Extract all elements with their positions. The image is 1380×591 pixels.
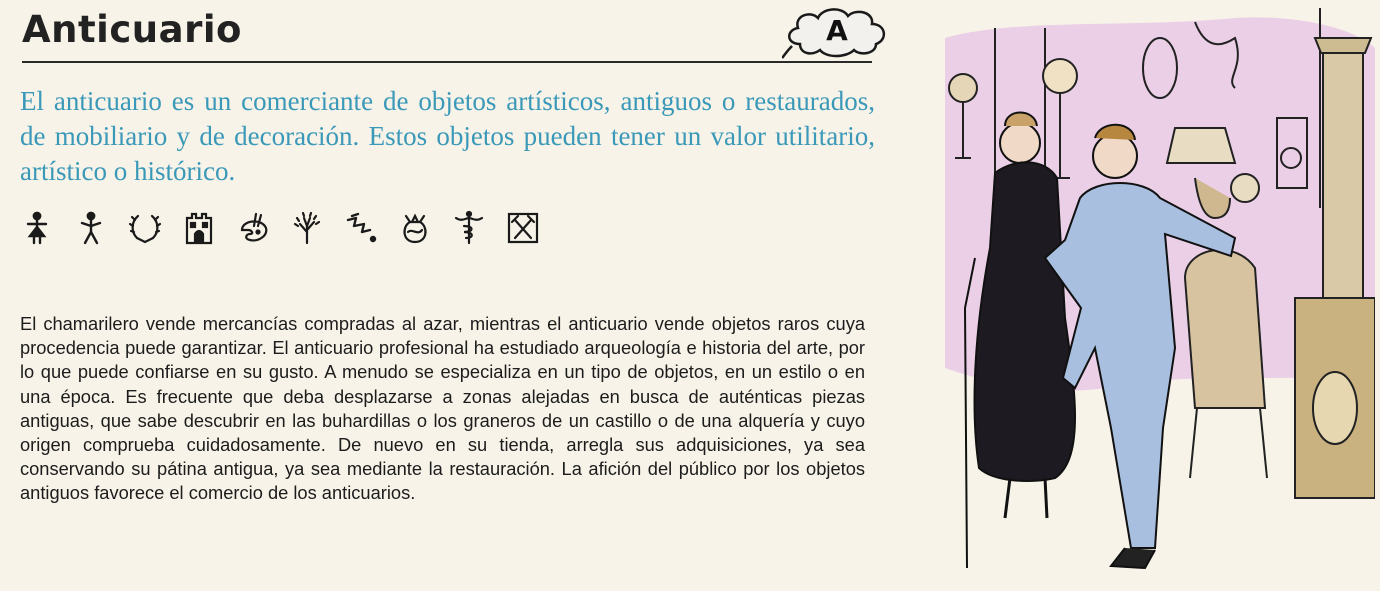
crossed-tools-icon (506, 210, 540, 246)
lightning-icon (344, 210, 378, 246)
paint-palette-icon (236, 210, 270, 246)
female-figure-icon (20, 210, 54, 246)
intro-paragraph: El anticuario es un comerciante de objetos artísticos, antiguos o restaurados, de mobiliario y de decoración. Estos objetos pueden tener un valor utilitario, artístico o histórico. (20, 86, 875, 186)
page-title: Anticuario (22, 8, 242, 51)
title-divider (22, 61, 872, 63)
badge-letter: A (826, 13, 848, 47)
caduceus-icon (452, 210, 486, 246)
money-bag-icon (398, 210, 432, 246)
antique-chair (1185, 250, 1267, 478)
body-paragraph: El chamarilero vende mercancías compradas al azar, mientras el anticuario vende objetos raros cuya procedencia puede garantizar. El anticuario profesional ha estudiado arqueología e historia del arte, por lo que puede confiarse en su gusto. A menudo se especializa en un tipo de objetos, en un estilo o en una época. Es frecuente que deba desplazarse a zonas alejadas en busca de auténticas piezas antiguas, que sabe descubrir en las buhardillas o los graneros de un castillo o de una alquería y cuyo origen comprueba cuidadosamente. De nuevo en su tienda, arregla sus adquisiciones, ya sea conservando su pátina antigua, ya sea mediante la restauración. La afición del público por los objetos antiguos favorece el comercio de los anticuarios. (20, 313, 865, 504)
category-badge (782, 4, 892, 60)
icon-row (20, 208, 540, 248)
male-figure-icon (74, 210, 108, 246)
castle-tower-icon (182, 210, 216, 246)
laurel-wreath-icon (128, 210, 162, 246)
tree-icon (290, 210, 324, 246)
antique-shop-illustration (935, 8, 1375, 586)
